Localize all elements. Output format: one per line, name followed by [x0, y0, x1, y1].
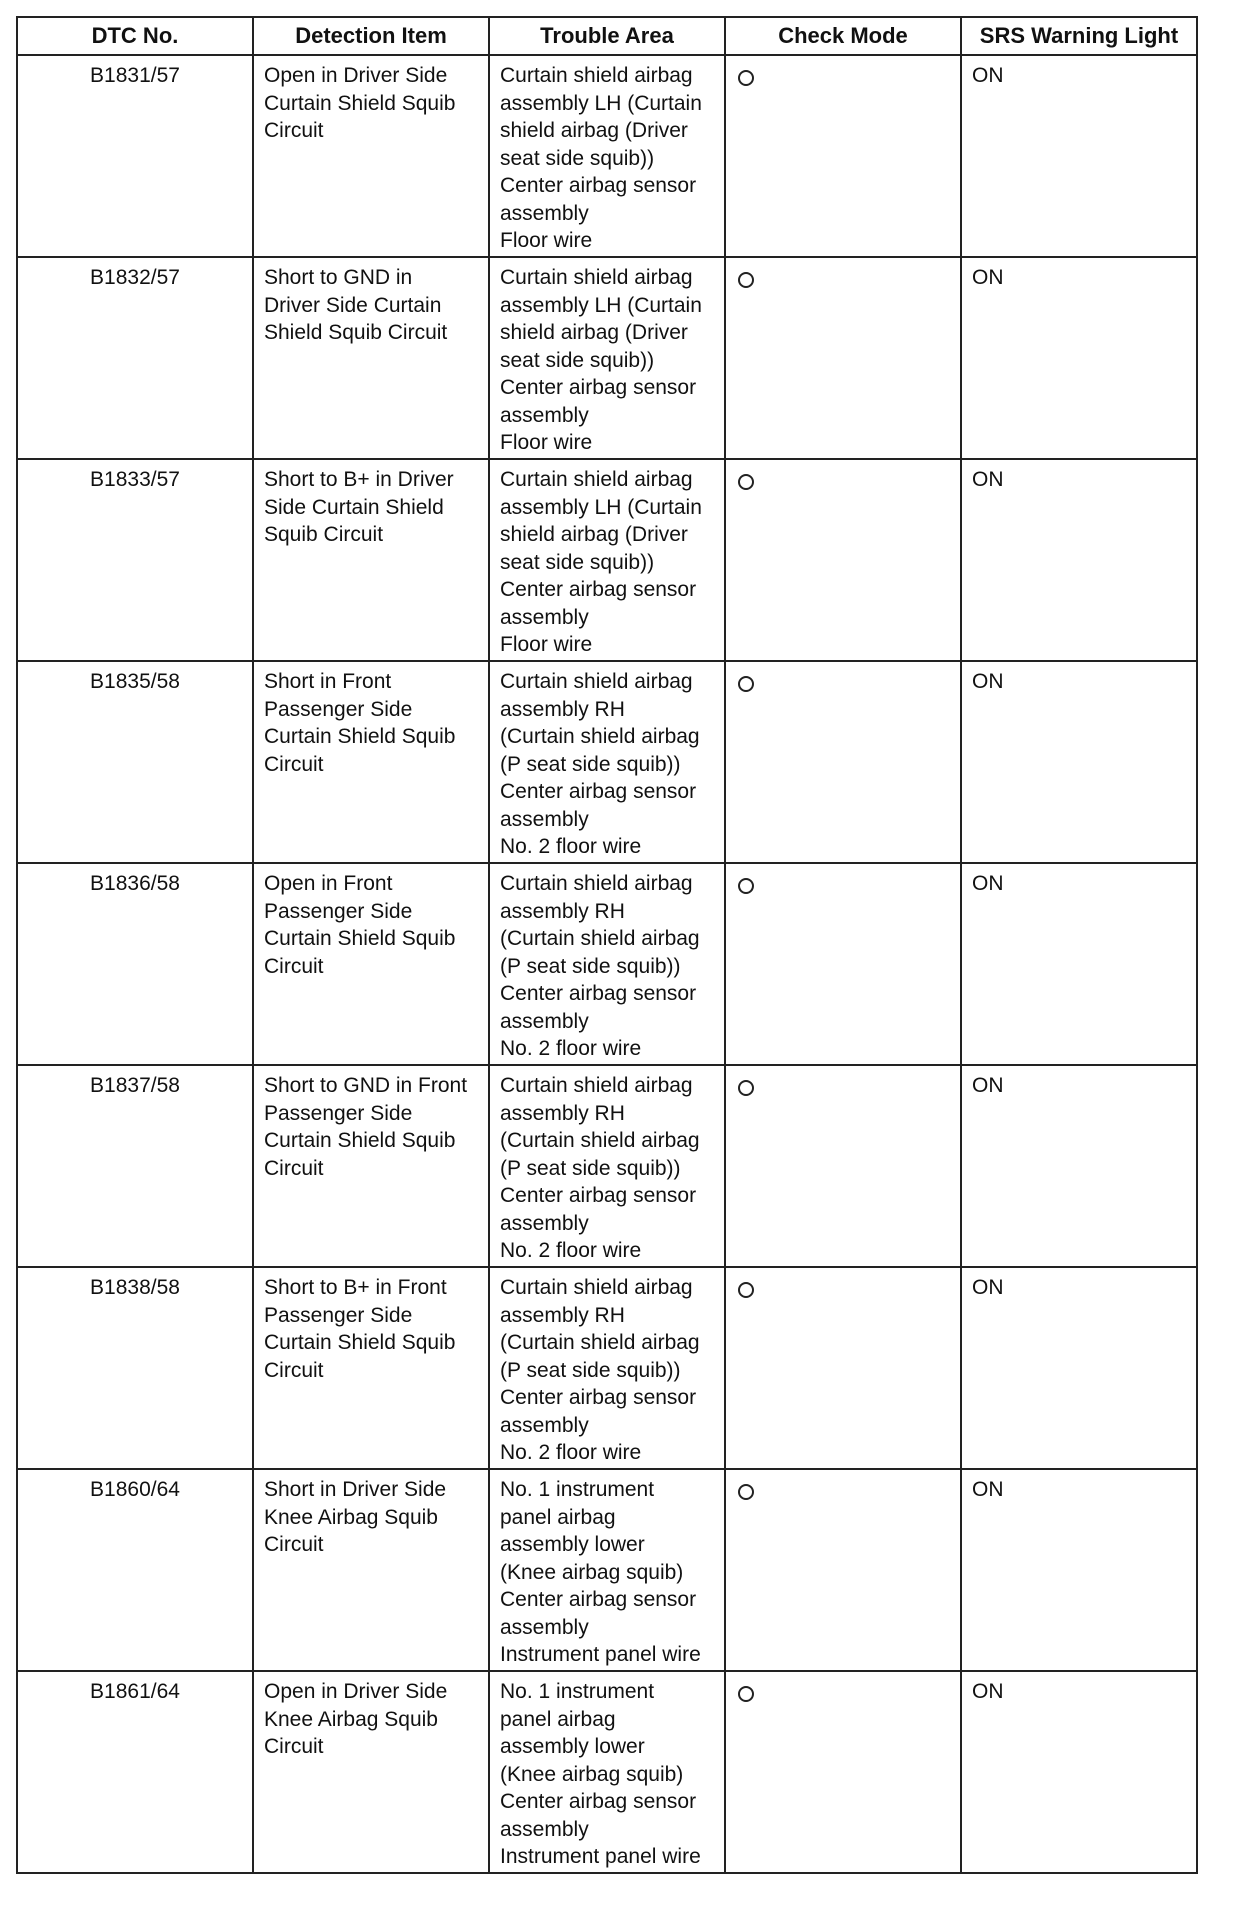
- srs-warning-light-cell: [961, 1065, 1197, 1267]
- trouble-area-line: assembly: [500, 1615, 589, 1639]
- detection-item-line: Knee Airbag Squib: [264, 1707, 438, 1731]
- detection-item-line: Short to B+ in Driver: [264, 468, 454, 491]
- detection-item-cell: [253, 1469, 489, 1671]
- circle-icon: [738, 1080, 754, 1096]
- trouble-area-cell: [489, 1469, 725, 1671]
- trouble-area-line: assembly LH (Curtain: [500, 495, 702, 519]
- table-row: [17, 661, 1197, 863]
- trouble-area-line: assembly RH: [500, 697, 625, 721]
- trouble-area-cell: [489, 863, 725, 1065]
- dtc-number-cell: [17, 1065, 253, 1267]
- srs-warning-light-value: ON: [972, 1276, 1004, 1299]
- detection-item-line: Curtain Shield Squib: [264, 725, 456, 748]
- trouble-area-line: assembly LH (Curtain: [500, 91, 702, 115]
- trouble-area-line: No. 2 floor wire: [500, 1037, 642, 1060]
- dtc-number-cell: [17, 257, 253, 459]
- dtc-number: B1835/58: [90, 670, 180, 693]
- detection-item-line: Circuit: [264, 752, 324, 776]
- table-row: [17, 257, 1197, 459]
- trouble-area-line: Curtain shield airbag: [500, 872, 693, 895]
- trouble-area-line: Center airbag sensor: [500, 780, 697, 803]
- srs-warning-light-cell: [961, 863, 1197, 1065]
- trouble-area-line: Center airbag sensor: [500, 174, 697, 197]
- trouble-area-line: seat side squib)): [500, 348, 655, 372]
- header-row: [17, 17, 1197, 55]
- srs-warning-light-value: ON: [972, 468, 1004, 491]
- detection-item-cell: [253, 863, 489, 1065]
- trouble-area-cell: [489, 1671, 725, 1873]
- trouble-area-line: Curtain shield airbag: [500, 64, 693, 87]
- srs-warning-light-cell: [961, 661, 1197, 863]
- trouble-area-line: Floor wire: [500, 229, 593, 252]
- trouble-area-line: (Curtain shield airbag: [500, 1129, 700, 1152]
- detection-item-line: Squib Circuit: [264, 523, 384, 546]
- dtc-table-container: [16, 16, 1196, 1874]
- check-mode-cell: [725, 459, 961, 661]
- detection-item-line: Short in Driver Side: [264, 1478, 447, 1501]
- dtc-number: B1837/58: [90, 1074, 180, 1097]
- header-srs-warning-light: SRS Warning Light: [961, 17, 1197, 55]
- trouble-area-line: assembly lower: [500, 1533, 645, 1556]
- detection-item-line: Knee Airbag Squib: [264, 1505, 438, 1529]
- trouble-area-line: Center airbag sensor: [500, 1790, 697, 1813]
- trouble-area-line: Instrument panel wire: [500, 1845, 701, 1868]
- detection-item-line: Short to GND in Front: [264, 1074, 468, 1097]
- srs-warning-light-cell: [961, 257, 1197, 459]
- header-check-mode: Check Mode: [725, 17, 961, 55]
- detection-item-line: Passenger Side: [264, 1101, 413, 1125]
- table-row: [17, 1267, 1197, 1469]
- detection-item-cell: [253, 661, 489, 863]
- dtc-number-cell: [17, 55, 253, 257]
- trouble-area-line: assembly: [500, 807, 589, 831]
- trouble-area-line: No. 1 instrument: [500, 1478, 655, 1501]
- trouble-area-line: (Knee airbag squib): [500, 1560, 684, 1584]
- header-trouble-area: Trouble Area: [489, 17, 725, 55]
- detection-item-line: Curtain Shield Squib: [264, 1331, 456, 1354]
- trouble-area-line: assembly: [500, 605, 589, 629]
- trouble-area-line: Center airbag sensor: [500, 1184, 697, 1207]
- detection-item-line: Side Curtain Shield: [264, 495, 444, 519]
- trouble-area-line: panel airbag: [500, 1707, 616, 1731]
- detection-item-line: Passenger Side: [264, 697, 413, 721]
- trouble-area-line: Center airbag sensor: [500, 376, 697, 399]
- trouble-area-cell: [489, 459, 725, 661]
- table-row: [17, 459, 1197, 661]
- trouble-area-line: Curtain shield airbag: [500, 468, 693, 491]
- check-mode-cell: [725, 661, 961, 863]
- circle-icon: [738, 1686, 754, 1702]
- detection-item-line: Circuit: [264, 1156, 324, 1180]
- dtc-number: B1838/58: [90, 1276, 180, 1299]
- table-header: [17, 17, 1197, 55]
- detection-item-cell: [253, 1671, 489, 1873]
- trouble-area-line: assembly: [500, 201, 589, 225]
- srs-warning-light-value: ON: [972, 266, 1004, 289]
- detection-item-line: Curtain Shield Squib: [264, 91, 456, 115]
- trouble-area-line: seat side squib)): [500, 550, 655, 574]
- check-mode-cell: [725, 1469, 961, 1671]
- dtc-number-cell: [17, 459, 253, 661]
- trouble-area-line: No. 1 instrument: [500, 1680, 655, 1703]
- trouble-area-line: Curtain shield airbag: [500, 1074, 693, 1097]
- table-row: [17, 863, 1197, 1065]
- trouble-area-line: Instrument panel wire: [500, 1643, 701, 1666]
- trouble-area-line: shield airbag (Driver: [500, 119, 688, 142]
- srs-warning-light-cell: [961, 459, 1197, 661]
- detection-item-line: Passenger Side: [264, 1303, 413, 1327]
- trouble-area-line: shield airbag (Driver: [500, 321, 688, 344]
- trouble-area-line: assembly: [500, 1413, 589, 1437]
- dtc-number: B1836/58: [90, 872, 180, 895]
- trouble-area-line: assembly RH: [500, 899, 625, 923]
- table-body: [17, 55, 1197, 1873]
- circle-icon: [738, 272, 754, 288]
- check-mode-cell: [725, 1267, 961, 1469]
- trouble-area-line: shield airbag (Driver: [500, 523, 688, 546]
- circle-icon: [738, 474, 754, 490]
- srs-warning-light-value: ON: [972, 1074, 1004, 1097]
- detection-item-line: Open in Front: [264, 872, 393, 895]
- header-detection-item: Detection Item: [253, 17, 489, 55]
- trouble-area-line: assembly RH: [500, 1101, 625, 1125]
- trouble-area-cell: [489, 661, 725, 863]
- detection-item-cell: [253, 55, 489, 257]
- trouble-area-line: Curtain shield airbag: [500, 1276, 693, 1299]
- detection-item-line: Shield Squib Circuit: [264, 321, 448, 344]
- detection-item-line: Open in Driver Side: [264, 64, 448, 87]
- detection-item-line: Passenger Side: [264, 899, 413, 923]
- check-mode-cell: [725, 1671, 961, 1873]
- dtc-number: B1861/64: [90, 1680, 180, 1703]
- detection-item-line: Circuit: [264, 1533, 324, 1556]
- trouble-area-line: assembly lower: [500, 1735, 645, 1758]
- trouble-area-cell: [489, 55, 725, 257]
- detection-item-line: Curtain Shield Squib: [264, 927, 456, 950]
- srs-warning-light-value: ON: [972, 1680, 1004, 1703]
- dtc-table: [16, 16, 1198, 1874]
- circle-icon: [738, 1282, 754, 1298]
- dtc-number: B1831/57: [90, 64, 180, 87]
- trouble-area-line: assembly: [500, 1009, 589, 1033]
- check-mode-cell: [725, 1065, 961, 1267]
- trouble-area-line: panel airbag: [500, 1505, 616, 1529]
- trouble-area-line: (P seat side squib)): [500, 752, 681, 776]
- detection-item-cell: [253, 1065, 489, 1267]
- dtc-number-cell: [17, 863, 253, 1065]
- dtc-number-cell: [17, 1267, 253, 1469]
- trouble-area-line: (Curtain shield airbag: [500, 927, 700, 950]
- srs-warning-light-value: ON: [972, 670, 1004, 693]
- trouble-area-line: assembly: [500, 1817, 589, 1841]
- srs-warning-light-value: ON: [972, 64, 1004, 87]
- trouble-area-line: No. 2 floor wire: [500, 835, 642, 858]
- trouble-area-line: (P seat side squib)): [500, 1156, 681, 1180]
- table-row: [17, 55, 1197, 257]
- detection-item-cell: [253, 459, 489, 661]
- detection-item-line: Circuit: [264, 119, 324, 142]
- trouble-area-line: Floor wire: [500, 431, 593, 454]
- detection-item-line: Circuit: [264, 1358, 324, 1382]
- trouble-area-line: assembly LH (Curtain: [500, 293, 702, 317]
- detection-item-line: Short to GND in: [264, 266, 413, 289]
- detection-item-line: Short in Front: [264, 670, 392, 693]
- detection-item-line: Open in Driver Side: [264, 1680, 448, 1703]
- trouble-area-line: No. 2 floor wire: [500, 1441, 642, 1464]
- circle-icon: [738, 70, 754, 86]
- trouble-area-line: (P seat side squib)): [500, 1358, 681, 1382]
- dtc-number-cell: [17, 661, 253, 863]
- header-dtc-no: DTC No.: [17, 17, 253, 55]
- check-mode-cell: [725, 257, 961, 459]
- trouble-area-line: assembly RH: [500, 1303, 625, 1327]
- circle-icon: [738, 676, 754, 692]
- circle-icon: [738, 1484, 754, 1500]
- trouble-area-line: (P seat side squib)): [500, 954, 681, 978]
- table-row: [17, 1065, 1197, 1267]
- detection-item-line: Circuit: [264, 1735, 324, 1758]
- dtc-number: B1860/64: [90, 1478, 180, 1501]
- detection-item-line: Circuit: [264, 954, 324, 978]
- trouble-area-line: Floor wire: [500, 633, 593, 656]
- trouble-area-line: assembly: [500, 403, 589, 427]
- srs-warning-light-value: ON: [972, 1478, 1004, 1501]
- trouble-area-line: Curtain shield airbag: [500, 266, 693, 289]
- srs-warning-light-cell: [961, 1267, 1197, 1469]
- dtc-number-cell: [17, 1671, 253, 1873]
- dtc-number: B1832/57: [90, 266, 180, 289]
- trouble-area-line: seat side squib)): [500, 146, 655, 170]
- dtc-number-cell: [17, 1469, 253, 1671]
- circle-icon: [738, 878, 754, 894]
- dtc-number: B1833/57: [90, 468, 180, 491]
- trouble-area-line: Center airbag sensor: [500, 1386, 697, 1409]
- srs-warning-light-cell: [961, 1671, 1197, 1873]
- trouble-area-line: No. 2 floor wire: [500, 1239, 642, 1262]
- detection-item-line: Short to B+ in Front: [264, 1276, 447, 1299]
- trouble-area-line: (Curtain shield airbag: [500, 1331, 700, 1354]
- table-row: [17, 1671, 1197, 1873]
- trouble-area-line: Center airbag sensor: [500, 982, 697, 1005]
- detection-item-cell: [253, 257, 489, 459]
- trouble-area-line: Center airbag sensor: [500, 578, 697, 601]
- trouble-area-line: (Knee airbag squib): [500, 1762, 684, 1786]
- trouble-area-line: Center airbag sensor: [500, 1588, 697, 1611]
- detection-item-cell: [253, 1267, 489, 1469]
- trouble-area-line: Curtain shield airbag: [500, 670, 693, 693]
- srs-warning-light-cell: [961, 55, 1197, 257]
- trouble-area-line: (Curtain shield airbag: [500, 725, 700, 748]
- trouble-area-line: assembly: [500, 1211, 589, 1235]
- check-mode-cell: [725, 863, 961, 1065]
- trouble-area-cell: [489, 1267, 725, 1469]
- detection-item-line: Driver Side Curtain: [264, 293, 442, 317]
- trouble-area-cell: [489, 1065, 725, 1267]
- detection-item-line: Curtain Shield Squib: [264, 1129, 456, 1152]
- srs-warning-light-value: ON: [972, 872, 1004, 895]
- table-row: [17, 1469, 1197, 1671]
- check-mode-cell: [725, 55, 961, 257]
- trouble-area-cell: [489, 257, 725, 459]
- srs-warning-light-cell: [961, 1469, 1197, 1671]
